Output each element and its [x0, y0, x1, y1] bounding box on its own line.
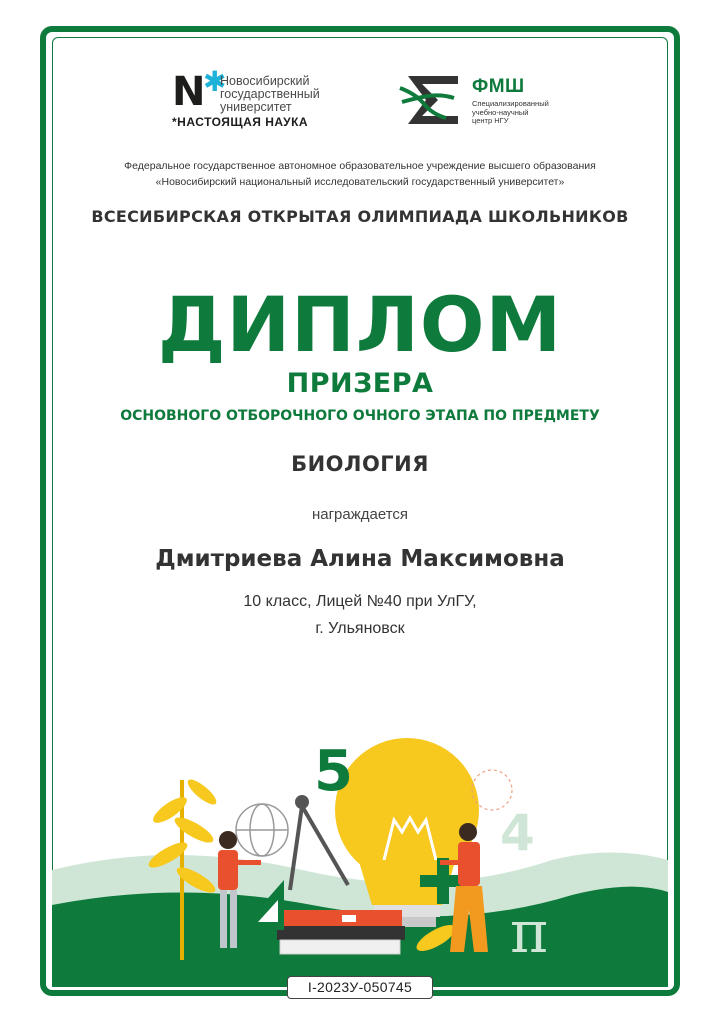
recipient-school-line-1: 10 класс, Лицей №40 при УлГУ, [243, 593, 477, 610]
diploma-degree: ПРИЗЕРА [286, 368, 434, 399]
fmsh-logo-subtitle [472, 100, 549, 126]
asterisk-icon: ✱ [203, 65, 227, 98]
nsu-logo-name-line: государственный [220, 87, 320, 101]
nsu-logo-name-line: университет [220, 100, 292, 114]
olympiad-title: ВСЕСИБИРСКАЯ ОТКРЫТАЯ ОЛИМПИАДА ШКОЛЬНИКОВ [91, 207, 629, 226]
nsu-logo-letter: N [172, 69, 206, 115]
fmsh-logo-title: ФМШ [472, 76, 525, 97]
recipient-name: Дмитриева Алина Максимовна [155, 546, 565, 572]
diploma-stage: ОСНОВНОГО ОТБОРОЧНОГО ОЧНОГО ЭТАПА ПО ПРЕДМЕТУ [120, 408, 600, 424]
fmsh-logo [398, 74, 578, 130]
registration-number: I-2023У-050745 [287, 976, 433, 999]
fmsh-logo-subtitle-line: учебно-научный [472, 107, 529, 117]
institution-line-1: Федеральное государственное автономное образовательное учреждение высшего образования [124, 160, 596, 172]
diploma-subject: БИОЛОГИЯ [291, 452, 429, 476]
pi-symbol: π [510, 898, 549, 966]
nsu-logo-slogan: *НАСТОЯЩАЯ НАУКА [172, 115, 309, 129]
nsu-logo-name-line: Новосибирский [220, 74, 310, 88]
institution-name [60, 158, 660, 190]
globe-icon [236, 804, 288, 856]
nsu-logo-name [220, 75, 320, 114]
fmsh-logo-subtitle-line: центр НГУ [472, 116, 509, 125]
fmsh-logo-subtitle-line: Специализированный [472, 99, 549, 108]
nsu-logo [172, 65, 352, 130]
diploma-title: ДИПЛОМ [157, 280, 563, 369]
awarded-label: награждается [311, 506, 409, 523]
books-icon [277, 910, 405, 954]
institution-line-2: «Новосибирский национальный исследовательский государственный университет» [155, 176, 565, 188]
digit-five: 5 [314, 739, 353, 804]
education-illustration [52, 720, 668, 987]
sigma-logo-icon [398, 74, 466, 126]
recipient-school-line-2: г. Ульяновск [315, 620, 405, 637]
recipient-school [60, 588, 660, 642]
digit-four: 4 [500, 804, 535, 862]
